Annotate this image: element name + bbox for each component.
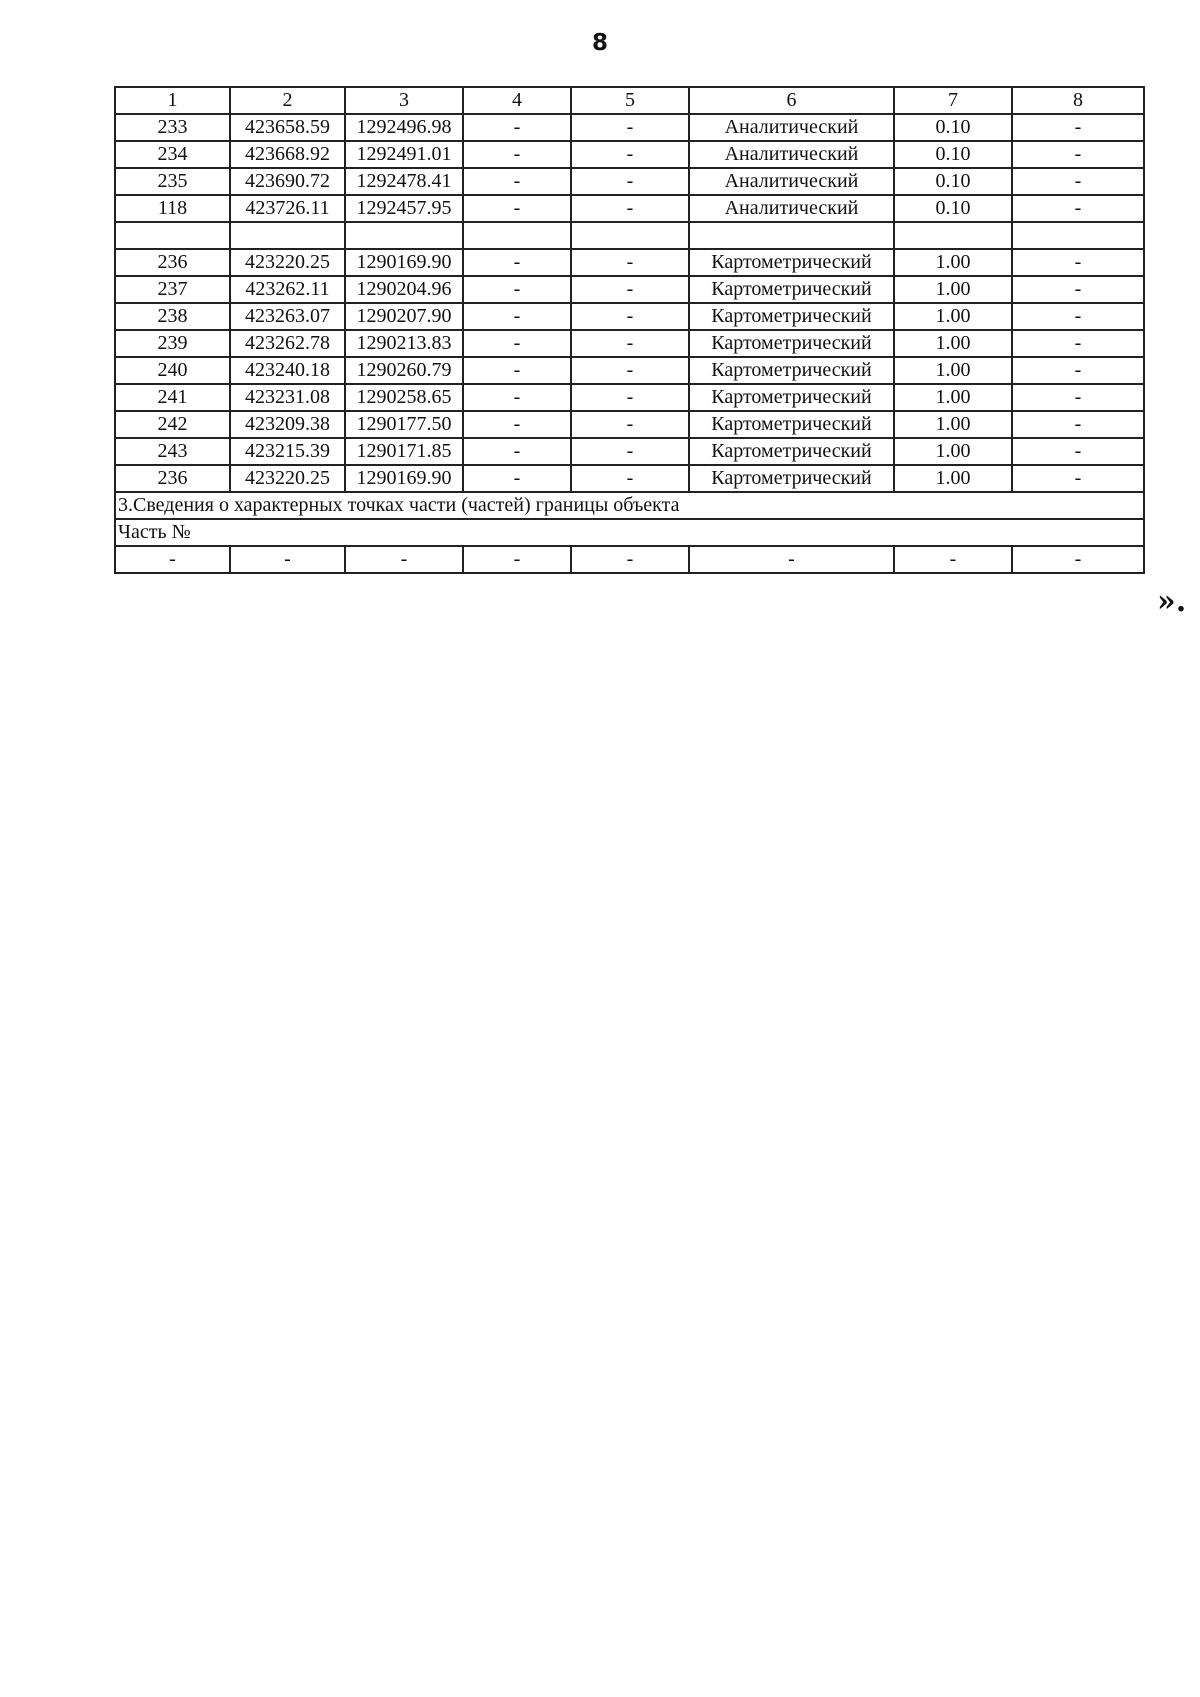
table-cell: - (1012, 438, 1144, 465)
table-cell: - (1012, 249, 1144, 276)
table-cell: 236 (115, 465, 230, 492)
table-cell: - (463, 411, 571, 438)
empty-part-row (115, 546, 1144, 573)
table-cell: - (1012, 168, 1144, 195)
table-cell: 1.00 (894, 357, 1012, 384)
table-cell: 423262.78 (230, 330, 345, 357)
table-cell: - (1012, 141, 1144, 168)
table-cell (345, 222, 463, 249)
table-cell: 1292496.98 (345, 114, 463, 141)
table-cell: 1292457.95 (345, 195, 463, 222)
table-cell: - (571, 141, 689, 168)
table-cell: 234 (115, 141, 230, 168)
table-cell: - (1012, 465, 1144, 492)
table-cell: - (463, 276, 571, 303)
table-cell (1012, 222, 1144, 249)
table-cell: - (463, 195, 571, 222)
column-header: 3 (345, 87, 463, 114)
table-row (115, 195, 1144, 222)
table-cell: 0.10 (894, 141, 1012, 168)
table-cell: - (894, 546, 1012, 573)
table-cell: 423209.38 (230, 411, 345, 438)
table-cell: 1290207.90 (345, 303, 463, 330)
table-cell: 236 (115, 249, 230, 276)
table-cell: - (571, 168, 689, 195)
table-cell: - (571, 276, 689, 303)
table-cell: - (571, 249, 689, 276)
table-cell: 1292491.01 (345, 141, 463, 168)
table-cell: 118 (115, 195, 230, 222)
table-cell: 423231.08 (230, 384, 345, 411)
table-cell: 423220.25 (230, 249, 345, 276)
table-cell: - (463, 330, 571, 357)
part-label: Часть № (115, 519, 1144, 546)
table-cell: 423690.72 (230, 168, 345, 195)
table-row (115, 114, 1144, 141)
section-heading: 3.Сведения о характерных точках части (частей) границы объекта (115, 492, 1144, 519)
table-cell: 240 (115, 357, 230, 384)
table-cell: 1.00 (894, 411, 1012, 438)
column-header: 5 (571, 87, 689, 114)
table-cell: - (1012, 330, 1144, 357)
table-cell: 423668.92 (230, 141, 345, 168)
table-cell: 242 (115, 411, 230, 438)
table-cell (463, 222, 571, 249)
column-header: 7 (894, 87, 1012, 114)
table-row (115, 249, 1144, 276)
table-cell: 423726.11 (230, 195, 345, 222)
table-cell: - (115, 546, 230, 573)
table-cell: Аналитический (689, 141, 894, 168)
table-cell (894, 222, 1012, 249)
table-cell (689, 222, 894, 249)
table-cell: 1290260.79 (345, 357, 463, 384)
table-cell: - (1012, 384, 1144, 411)
table-cell: 1290169.90 (345, 465, 463, 492)
table-cell: 1290171.85 (345, 438, 463, 465)
table-row (115, 303, 1144, 330)
table-cell: - (571, 114, 689, 141)
table-cell: - (1012, 195, 1144, 222)
table-cell: 423262.11 (230, 276, 345, 303)
table-cell: - (345, 546, 463, 573)
table-cell: Картометрический (689, 249, 894, 276)
table-cell: Картометрический (689, 276, 894, 303)
table-cell (115, 222, 230, 249)
closing-quote: ». (1157, 584, 1187, 619)
table-cell: - (571, 330, 689, 357)
table-cell: 423263.07 (230, 303, 345, 330)
table-cell: 243 (115, 438, 230, 465)
table-cell: - (571, 357, 689, 384)
table-cell: Картометрический (689, 330, 894, 357)
table-row (115, 141, 1144, 168)
table-cell: 1.00 (894, 276, 1012, 303)
column-header: 1 (115, 87, 230, 114)
table-row (115, 411, 1144, 438)
table-cell (230, 222, 345, 249)
table-cell: - (571, 303, 689, 330)
table-cell: 0.10 (894, 168, 1012, 195)
table-cell: 423215.39 (230, 438, 345, 465)
table-cell: - (1012, 411, 1144, 438)
table-cell: - (571, 384, 689, 411)
table-cell: 239 (115, 330, 230, 357)
table-cell: 235 (115, 168, 230, 195)
table-cell (571, 222, 689, 249)
table-cell: 1290258.65 (345, 384, 463, 411)
table-cell: - (571, 465, 689, 492)
table-cell: - (463, 465, 571, 492)
table-cell: - (571, 546, 689, 573)
table-cell: - (463, 384, 571, 411)
table-cell: 423658.59 (230, 114, 345, 141)
table-cell: Аналитический (689, 195, 894, 222)
coordinates-table (114, 86, 1145, 574)
table-cell: Картометрический (689, 384, 894, 411)
table-cell: 1292478.41 (345, 168, 463, 195)
table-cell: - (463, 438, 571, 465)
table-cell: - (1012, 357, 1144, 384)
table-row (115, 168, 1144, 195)
table-cell: Картометрический (689, 438, 894, 465)
table-cell: Картометрический (689, 357, 894, 384)
table-cell: - (463, 114, 571, 141)
table-cell: 1.00 (894, 438, 1012, 465)
table-cell: 0.10 (894, 195, 1012, 222)
table-row (115, 222, 1144, 249)
table-cell: Картометрический (689, 465, 894, 492)
part-label-row (115, 519, 1144, 546)
table-cell: 0.10 (894, 114, 1012, 141)
table-cell: - (1012, 276, 1144, 303)
table-row (115, 438, 1144, 465)
table-cell: - (1012, 546, 1144, 573)
table-cell: - (463, 249, 571, 276)
table-cell: Аналитический (689, 114, 894, 141)
table-cell: - (1012, 303, 1144, 330)
table-row (115, 384, 1144, 411)
table-cell: - (571, 438, 689, 465)
table-cell: - (571, 195, 689, 222)
table-row (115, 276, 1144, 303)
table-cell: 1.00 (894, 330, 1012, 357)
table-cell: 1290204.96 (345, 276, 463, 303)
table-cell: Картометрический (689, 411, 894, 438)
column-header: 2 (230, 87, 345, 114)
table-cell: 1.00 (894, 303, 1012, 330)
table-cell: 238 (115, 303, 230, 330)
table-row (115, 465, 1144, 492)
table-cell: 423220.25 (230, 465, 345, 492)
table-cell: - (1012, 114, 1144, 141)
table-cell: - (463, 546, 571, 573)
table-cell: - (571, 411, 689, 438)
page-number: 8 (591, 30, 608, 56)
column-header: 8 (1012, 87, 1144, 114)
table-cell: 423240.18 (230, 357, 345, 384)
table-cell: 1290213.83 (345, 330, 463, 357)
table-cell: - (689, 546, 894, 573)
table-header-row (115, 87, 1144, 114)
table-cell: 1290177.50 (345, 411, 463, 438)
table-cell: - (463, 357, 571, 384)
section-heading-row (115, 492, 1144, 519)
column-header: 4 (463, 87, 571, 114)
table-cell: - (463, 168, 571, 195)
table-cell: Аналитический (689, 168, 894, 195)
table-cell: 1.00 (894, 249, 1012, 276)
table-row (115, 357, 1144, 384)
table-cell: - (463, 141, 571, 168)
table-row (115, 330, 1144, 357)
table-cell: - (463, 303, 571, 330)
column-header: 6 (689, 87, 894, 114)
table-cell: 1.00 (894, 384, 1012, 411)
table-cell: 237 (115, 276, 230, 303)
table-cell: 233 (115, 114, 230, 141)
table-cell: 1290169.90 (345, 249, 463, 276)
table-cell: 1.00 (894, 465, 1012, 492)
table-cell: - (230, 546, 345, 573)
table-cell: 241 (115, 384, 230, 411)
table-cell: Картометрический (689, 303, 894, 330)
